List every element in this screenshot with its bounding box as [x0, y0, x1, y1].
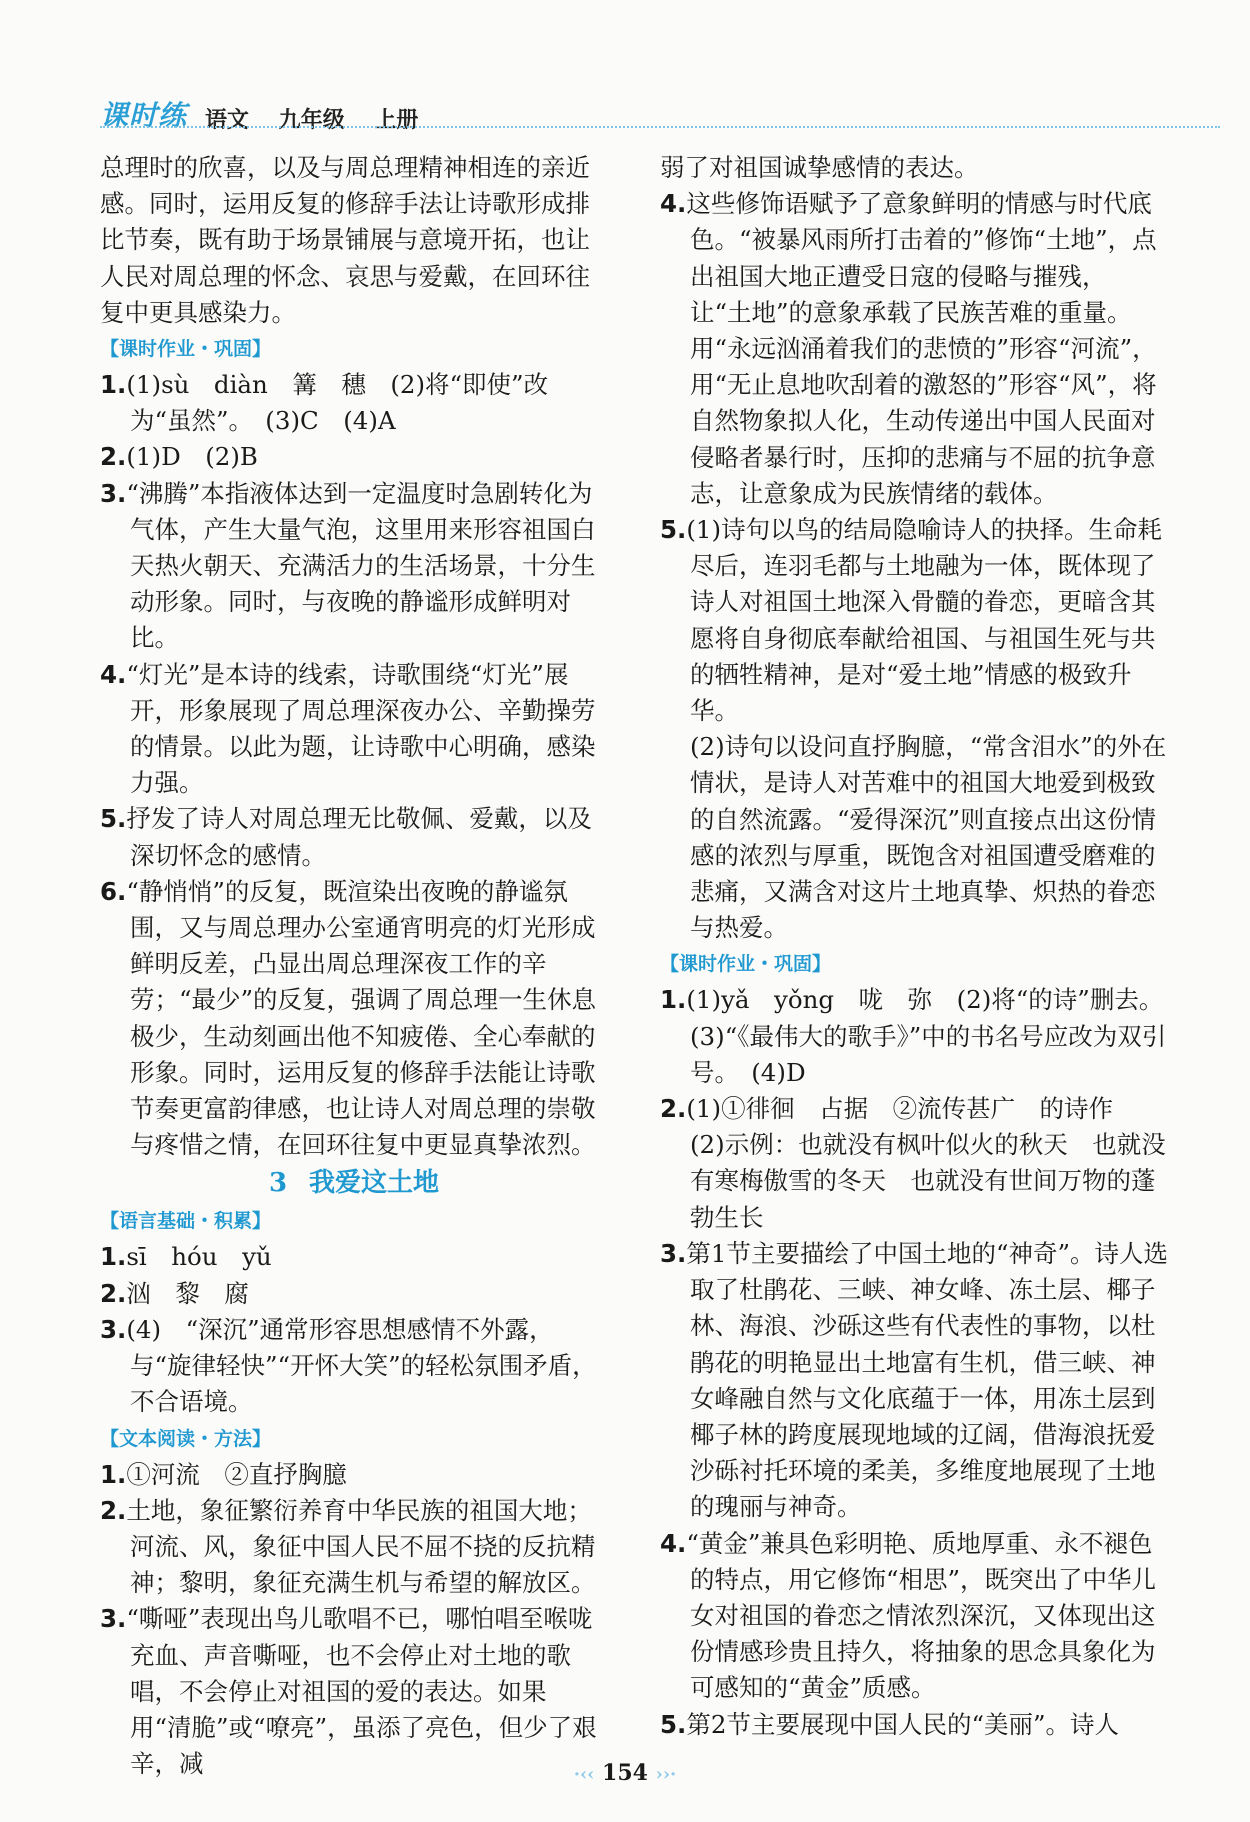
lesson-title: 3 我爱这土地 [268, 1168, 440, 1199]
answer-item: 4.这些修饰语赋予了意象鲜明的情感与时代底色。“被暴风雨所打击着的”修饰“土地”，点出祖国大地正遭受日寇的侵略与摧残，让“土地”的意象承载了民族苦难的重量。用“永远汹涌着我们的悲愤的”形容“河流”，用“无止息地吹刮着的激怒的”形容“风”，将自然物象拟人化，生动传递出中国人民面对侵略者暴行时，压抑的悲痛与不屈的抗争意志，让意象成为民族情绪的载体。 [660, 189, 1157, 508]
brand-logo: 课时练 [100, 99, 188, 132]
answer-item: 2.汹 黎 腐 [100, 1278, 249, 1308]
answer-subitem: (3)“《最伟大的歌手》”中的书名号应改为双引号。 (4)D [690, 1021, 1167, 1087]
answer-item: 5.第2节主要展现中国人民的“美丽”。诗人 [660, 1709, 1119, 1739]
answer-item: 3.(4) “深沉”通常形容思想感情不外露，与“旋律轻快”“开怀大笑”的轻松氛围矛盾，不合语境。 [100, 1314, 597, 1417]
answer-subitem: (2)示例：也就没有枫叶似火的秋天 也就没有寒梅傲雪的冬天 也就没有世间万物的蓬勃生长 [690, 1130, 1166, 1232]
answer-item: 2.(1)①徘徊 占据 ②流传甚广 的诗作 [660, 1094, 1114, 1124]
section-heading: 【文本阅读・方法】 [100, 1427, 272, 1450]
book-info [205, 103, 440, 134]
answer-subitem: (2)诗句以设问直抒胸臆，“常含泪水”的外在情状，是诗人对苦难中的祖国大地爱到极致的自然流露。“爱得深沉”则直接点出这份情感的浓烈与厚重，既饱含对祖国遭受磨难的悲痛，又满含对这片土地真挚、炽热的眷恋与热爱。 [690, 732, 1167, 943]
answer-item: 3.“沸腾”本指液体达到一定温度时急剧转化为气体，产生大量气泡，这里用来形容祖国白天热火朝天、充满活力的生活场景，十分生动形象。同时，与夜晚的静谧形成鲜明对比。 [100, 478, 596, 653]
ornament-left-icon: ·‹‹ [573, 1764, 595, 1785]
section-heading: 【课时作业・巩固】 [660, 953, 832, 976]
answer-item: 3.第1节主要描绘了中国土地的“神奇”。诗人选取了杜鹃花、三峡、神女峰、冻土层、椰子林、海浪、沙砾这些有代表性的事物，以杜鹃花的明艳显出土地富有生机，借三峡、神女峰融自然与文化底蕴于一体，用冻土层到椰子林的跨度展现地域的辽阔，借海浪抚爱沙砾衬托环境的柔美，多维度地展现了土地的瑰丽与神奇。 [660, 1238, 1168, 1522]
answer-item: 5.抒发了诗人对周总理无比敬佩、爱戴，以及深切怀念的感情。 [100, 804, 592, 870]
answer-item: 5.(1)诗句以鸟的结局隐喻诗人的抉择。生命耗尽后，连羽毛都与土地融为一体，既体现了诗人对祖国土地深入骨髓的眷恋，更暗含其愿将自身彻底奉献给祖国、与祖国生死与共的牺牲精神，是对“爱土地”情感的极致升华。 [660, 515, 1163, 726]
page-number: ·‹‹ 154 ››· [573, 1760, 677, 1786]
answer-item: 1.①河流 ②直抒胸臆 [100, 1459, 347, 1489]
answer-item: 6.“静悄悄”的反复，既渲染出夜晚的静谧氛围，又与周总理办公室通宵明亮的灯光形成鲜明反差，凸显出周总理深夜工作的辛劳；“最少”的反复，强调了周总理一生休息极少，生动刻画出他不知疲倦、全心奉献的形象。同时，运用反复的修辞手法能让诗歌节奏更富韵律感，也让诗人对周总理的崇敬与疼惜之情，在回环往复中更显真挚浓烈。 [100, 876, 597, 1160]
subject: 语文 [205, 108, 250, 133]
answer-item: 1.sī hóu yǔ [100, 1242, 272, 1272]
continued-text: 弱了对祖国诚挚感情的表达。 [660, 153, 979, 182]
grade: 九年级 [278, 108, 345, 133]
header-divider [100, 126, 1220, 128]
right-column [660, 150, 1168, 1743]
ornament-right-icon: ››· [655, 1764, 677, 1785]
section-heading: 【课时作业・巩固】 [100, 338, 272, 361]
answer-item: 4.“黄金”兼具色彩明艳、质地厚重、永不褪色的特点，用它修饰“相思”，既突出了中华儿女对祖国的眷恋之情浓烈深沉，又体现出这份情感珍贵且持久，将抽象的思念具象化为可感知的“黄金”质感。 [660, 1528, 1157, 1703]
answer-item: 2.(1)D (2)B [100, 442, 258, 472]
continued-text: 总理时的欣喜，以及与周总理精神相连的亲近感。同时，运用反复的修辞手法让诗歌形成排比节奏，既有助于场景铺展与意境开拓，也让人民对周总理的怀念、哀思与爱戴，在回环往复中更具感染力。 [100, 153, 590, 327]
answer-item: 2.土地，象征繁衍养育中华民族的祖国大地；河流、风，象征中国人民不屈不挠的反抗精神；黎明，象征充满生机与希望的解放区。 [100, 1495, 596, 1598]
answer-item: 4.“灯光”是本诗的线索，诗歌围绕“灯光”展开，形象展现了周总理深夜办公、辛勤操劳的情景。以此为题，让诗歌中心明确，感染力强。 [100, 659, 596, 798]
answer-item: 3.“嘶哑”表现出鸟儿歌唱不已，哪怕唱至喉咙充血、声音嘶哑，也不会停止对土地的歌唱，不会停止对祖国的爱的表达。如果用“清脆”或“嘹亮”，虽添了亮色，但少了艰辛，减 [100, 1604, 597, 1779]
left-column [100, 150, 608, 1782]
answer-item: 1.(1)sù diàn 篝 穗 (2)将“即使”改为“虽然”。 (3)C (4)A [100, 370, 549, 436]
volume: 上册 [374, 108, 419, 133]
answer-item: 1.(1)yǎ yǒng 咙 弥 (2)将“的诗”删去。 [660, 985, 1164, 1015]
section-heading: 【语言基础・积累】 [100, 1210, 272, 1233]
